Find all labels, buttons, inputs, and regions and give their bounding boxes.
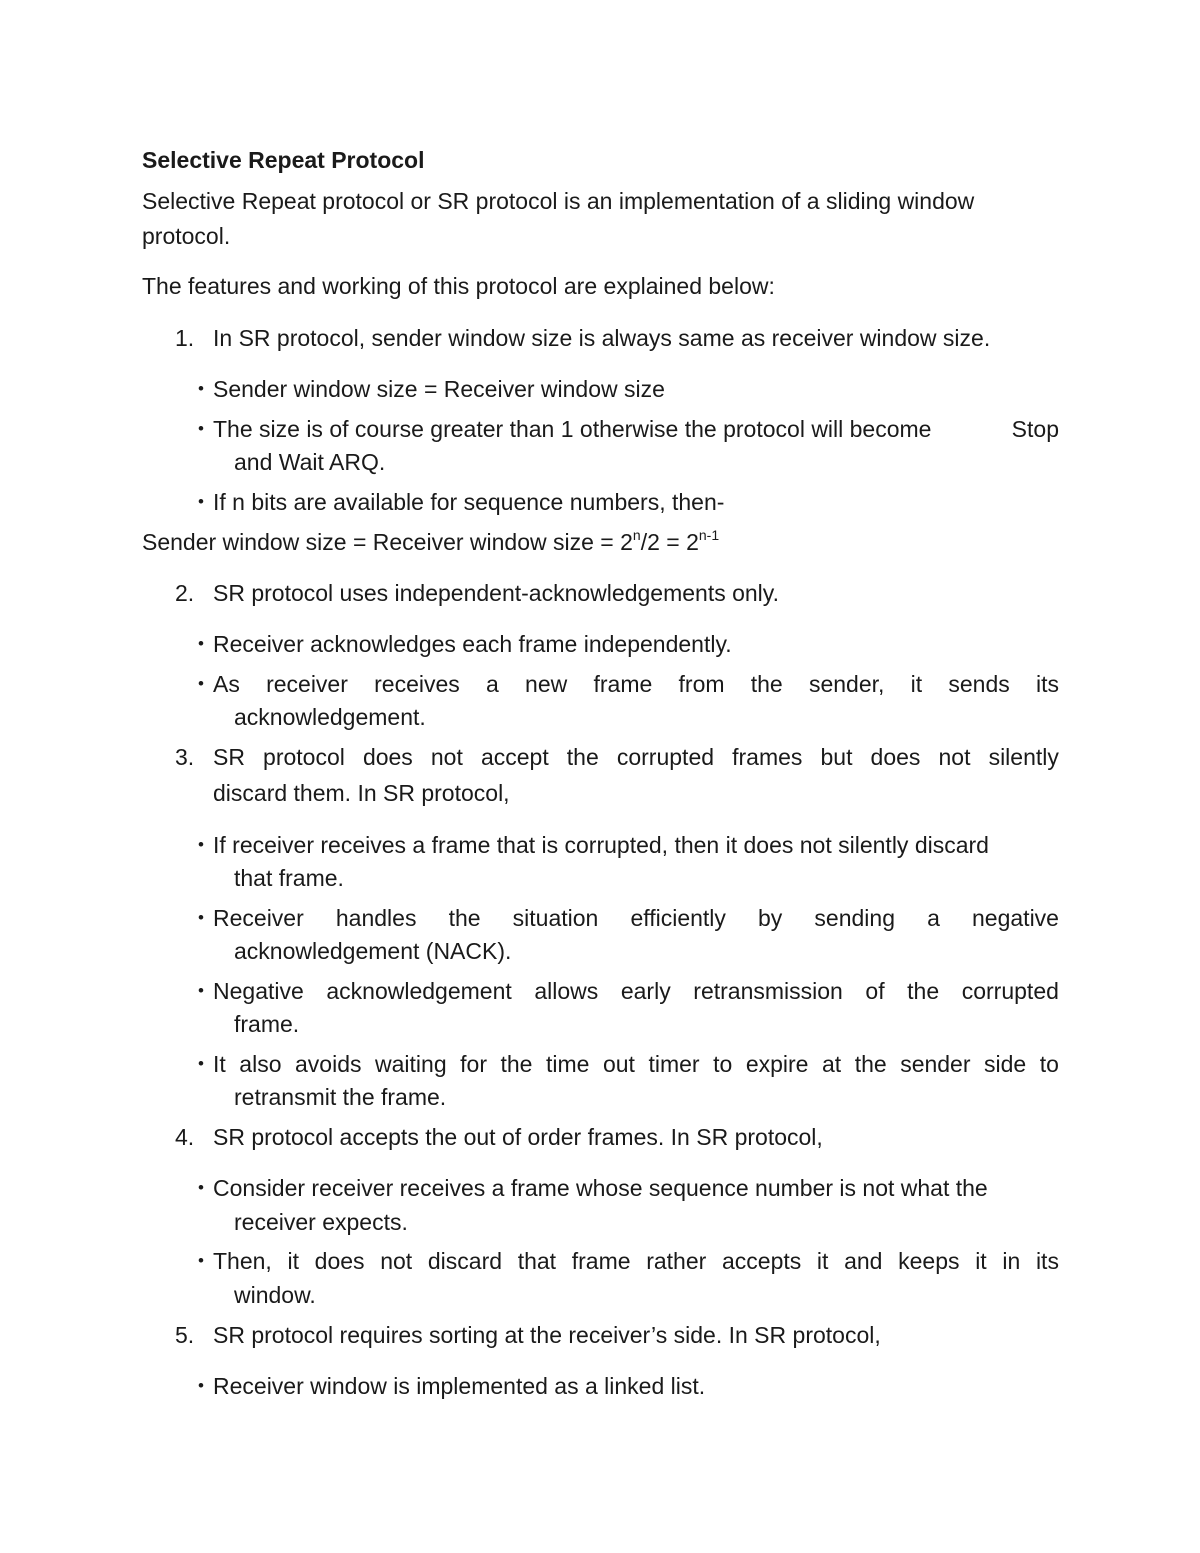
bullet-marker: • xyxy=(198,492,204,511)
word: it xyxy=(975,1248,987,1274)
word: the xyxy=(500,1051,533,1077)
item-1-bullet-1: Sender window size = Receiver window size xyxy=(213,376,665,402)
word: timer xyxy=(648,1051,700,1077)
word: protocol xyxy=(263,744,345,770)
word: new xyxy=(525,671,568,697)
word: efficiently xyxy=(630,905,726,931)
word: by xyxy=(758,905,783,931)
word: time xyxy=(546,1051,590,1077)
word: that xyxy=(517,1248,557,1274)
formula-exponent: n xyxy=(632,527,641,543)
bullet-2-text: The size is of course greater than 1 otherwise the protocol will become xyxy=(213,416,932,442)
bullet-marker: • xyxy=(198,379,204,398)
word: frame xyxy=(571,1248,631,1274)
word: negative xyxy=(972,905,1059,931)
word: sender, xyxy=(808,671,885,697)
features-intro: The features and working of this protocol are explained below: xyxy=(142,273,775,299)
formula-part: Sender window size = Receiver window size = 2 xyxy=(142,529,633,555)
item-3-bullet-4-line-2: retransmit the frame. xyxy=(234,1084,447,1110)
bullet-marker: • xyxy=(198,419,204,438)
word: but xyxy=(820,744,853,770)
word: receives xyxy=(374,671,460,697)
word: does xyxy=(870,744,921,770)
formula-exponent: n-1 xyxy=(698,527,720,543)
word: silently xyxy=(988,744,1059,770)
bullet-marker: • xyxy=(198,1178,204,1197)
word: Then, xyxy=(213,1248,272,1274)
word: handles xyxy=(335,905,417,931)
intro-line-2: protocol. xyxy=(142,223,231,249)
word: expire xyxy=(745,1051,809,1077)
item-5-bullet-1: Receiver window is implemented as a linked list. xyxy=(213,1373,706,1399)
word: the xyxy=(448,905,481,931)
doc-title: Selective Repeat Protocol xyxy=(142,147,425,173)
word: not xyxy=(380,1248,413,1274)
item-4-bullet-1-line-2: receiver expects. xyxy=(234,1209,408,1235)
window-size-formula xyxy=(142,525,719,559)
item-1-bullet-3: If n bits are available for sequence numbers, then- xyxy=(213,489,725,515)
word: its xyxy=(1036,671,1059,697)
bullet-marker: • xyxy=(198,674,204,693)
word: keeps xyxy=(898,1248,960,1274)
item-3-bullet-2-line-1 xyxy=(213,901,1059,935)
word: sends xyxy=(948,671,1010,697)
word: corrupted xyxy=(616,744,715,770)
word: it xyxy=(287,1248,299,1274)
word: the xyxy=(854,1051,887,1077)
word: its xyxy=(1035,1248,1059,1274)
word: the xyxy=(907,978,940,1004)
word: does xyxy=(362,744,413,770)
item-3-bullet-3-line-1 xyxy=(213,974,1059,1008)
item-number: 4. xyxy=(175,1124,195,1150)
stop-and-wait-term: Stop xyxy=(1011,416,1059,442)
item-2-bullet-2-line-1 xyxy=(213,667,1059,701)
word: also xyxy=(239,1051,282,1077)
item-number: 3. xyxy=(175,744,195,770)
word: to xyxy=(1039,1051,1059,1077)
word: out xyxy=(602,1051,635,1077)
word: acknowledgement xyxy=(326,978,512,1004)
item-number: 5. xyxy=(175,1322,195,1348)
intro-line-1: Selective Repeat protocol or SR protocol is an implementation of a sliding window xyxy=(142,188,975,214)
bullet-marker: • xyxy=(198,1376,204,1395)
word: SR xyxy=(213,744,245,770)
word: in xyxy=(1002,1248,1021,1274)
word: frames xyxy=(732,744,803,770)
word: accept xyxy=(480,744,549,770)
item-2-text: SR protocol uses independent-acknowledgements only. xyxy=(213,580,779,606)
item-3-bullet-1-line-1: If receiver receives a frame that is corrupted, then it does not silently discard xyxy=(213,832,989,858)
word: corrupted xyxy=(961,978,1059,1004)
bullet-marker: • xyxy=(198,981,204,1000)
item-2-bullet-2-line-2: acknowledgement. xyxy=(234,704,426,730)
word: it xyxy=(910,671,923,697)
item-3-bullet-3-line-2: frame. xyxy=(234,1011,300,1037)
word: allows xyxy=(534,978,599,1004)
word: sender xyxy=(900,1051,971,1077)
item-5-text: SR protocol requires sorting at the receiver’s side. In SR protocol, xyxy=(213,1322,881,1348)
item-1-text: In SR protocol, sender window size is always same as receiver window size. xyxy=(213,325,991,351)
word: waiting xyxy=(375,1051,447,1077)
word: receiver xyxy=(266,671,348,697)
word: Receiver xyxy=(213,905,304,931)
word: from xyxy=(678,671,725,697)
stop-and-wait-term-cont: and Wait ARQ. xyxy=(234,449,386,475)
word: sending xyxy=(814,905,895,931)
word: a xyxy=(486,671,499,697)
word: As xyxy=(213,671,240,697)
item-1-bullet-2-line-1 xyxy=(213,412,1059,446)
word: of xyxy=(865,978,885,1004)
item-3-bullet-1-line-2: that frame. xyxy=(234,865,344,891)
item-2-bullet-1: Receiver acknowledges each frame independently. xyxy=(213,631,732,657)
word: a xyxy=(927,905,940,931)
item-4-text: SR protocol accepts the out of order frames. In SR protocol, xyxy=(213,1124,823,1150)
word: frame xyxy=(593,671,653,697)
word: not xyxy=(938,744,971,770)
formula-part: /2 = 2 xyxy=(640,529,699,555)
word: situation xyxy=(512,905,599,931)
word: not xyxy=(430,744,463,770)
bullet-marker: • xyxy=(198,1251,204,1270)
item-3-bullet-4-line-1 xyxy=(213,1047,1059,1081)
item-4-bullet-2-line-1 xyxy=(213,1244,1059,1278)
item-3-bullet-2-line-2: acknowledgement (NACK). xyxy=(234,938,512,964)
item-number: 1. xyxy=(175,325,195,351)
word: retransmission xyxy=(693,978,843,1004)
item-4-bullet-1-line-1: Consider receiver receives a frame whose sequence number is not what the xyxy=(213,1175,988,1201)
word: the xyxy=(750,671,783,697)
bullet-marker: • xyxy=(198,908,204,927)
item-3-line-2: discard them. In SR protocol, xyxy=(213,780,510,806)
word: side xyxy=(984,1051,1027,1077)
item-number: 2. xyxy=(175,580,195,606)
word: does xyxy=(314,1248,365,1274)
word: avoids xyxy=(295,1051,362,1077)
word: and xyxy=(844,1248,883,1274)
word: for xyxy=(460,1051,487,1077)
word: discard xyxy=(427,1248,503,1274)
item-4-bullet-2-line-2: window. xyxy=(234,1282,316,1308)
word: accepts xyxy=(721,1248,802,1274)
word: Negative xyxy=(213,978,304,1004)
bullet-marker: • xyxy=(198,835,204,854)
word: It xyxy=(213,1051,226,1077)
word: rather xyxy=(646,1248,707,1274)
item-3-line-1 xyxy=(213,740,1059,774)
bullet-marker: • xyxy=(198,1054,204,1073)
bullet-marker: • xyxy=(198,634,204,653)
word: it xyxy=(816,1248,829,1274)
word: the xyxy=(566,744,599,770)
word: to xyxy=(713,1051,733,1077)
word: at xyxy=(821,1051,842,1077)
word: early xyxy=(620,978,671,1004)
